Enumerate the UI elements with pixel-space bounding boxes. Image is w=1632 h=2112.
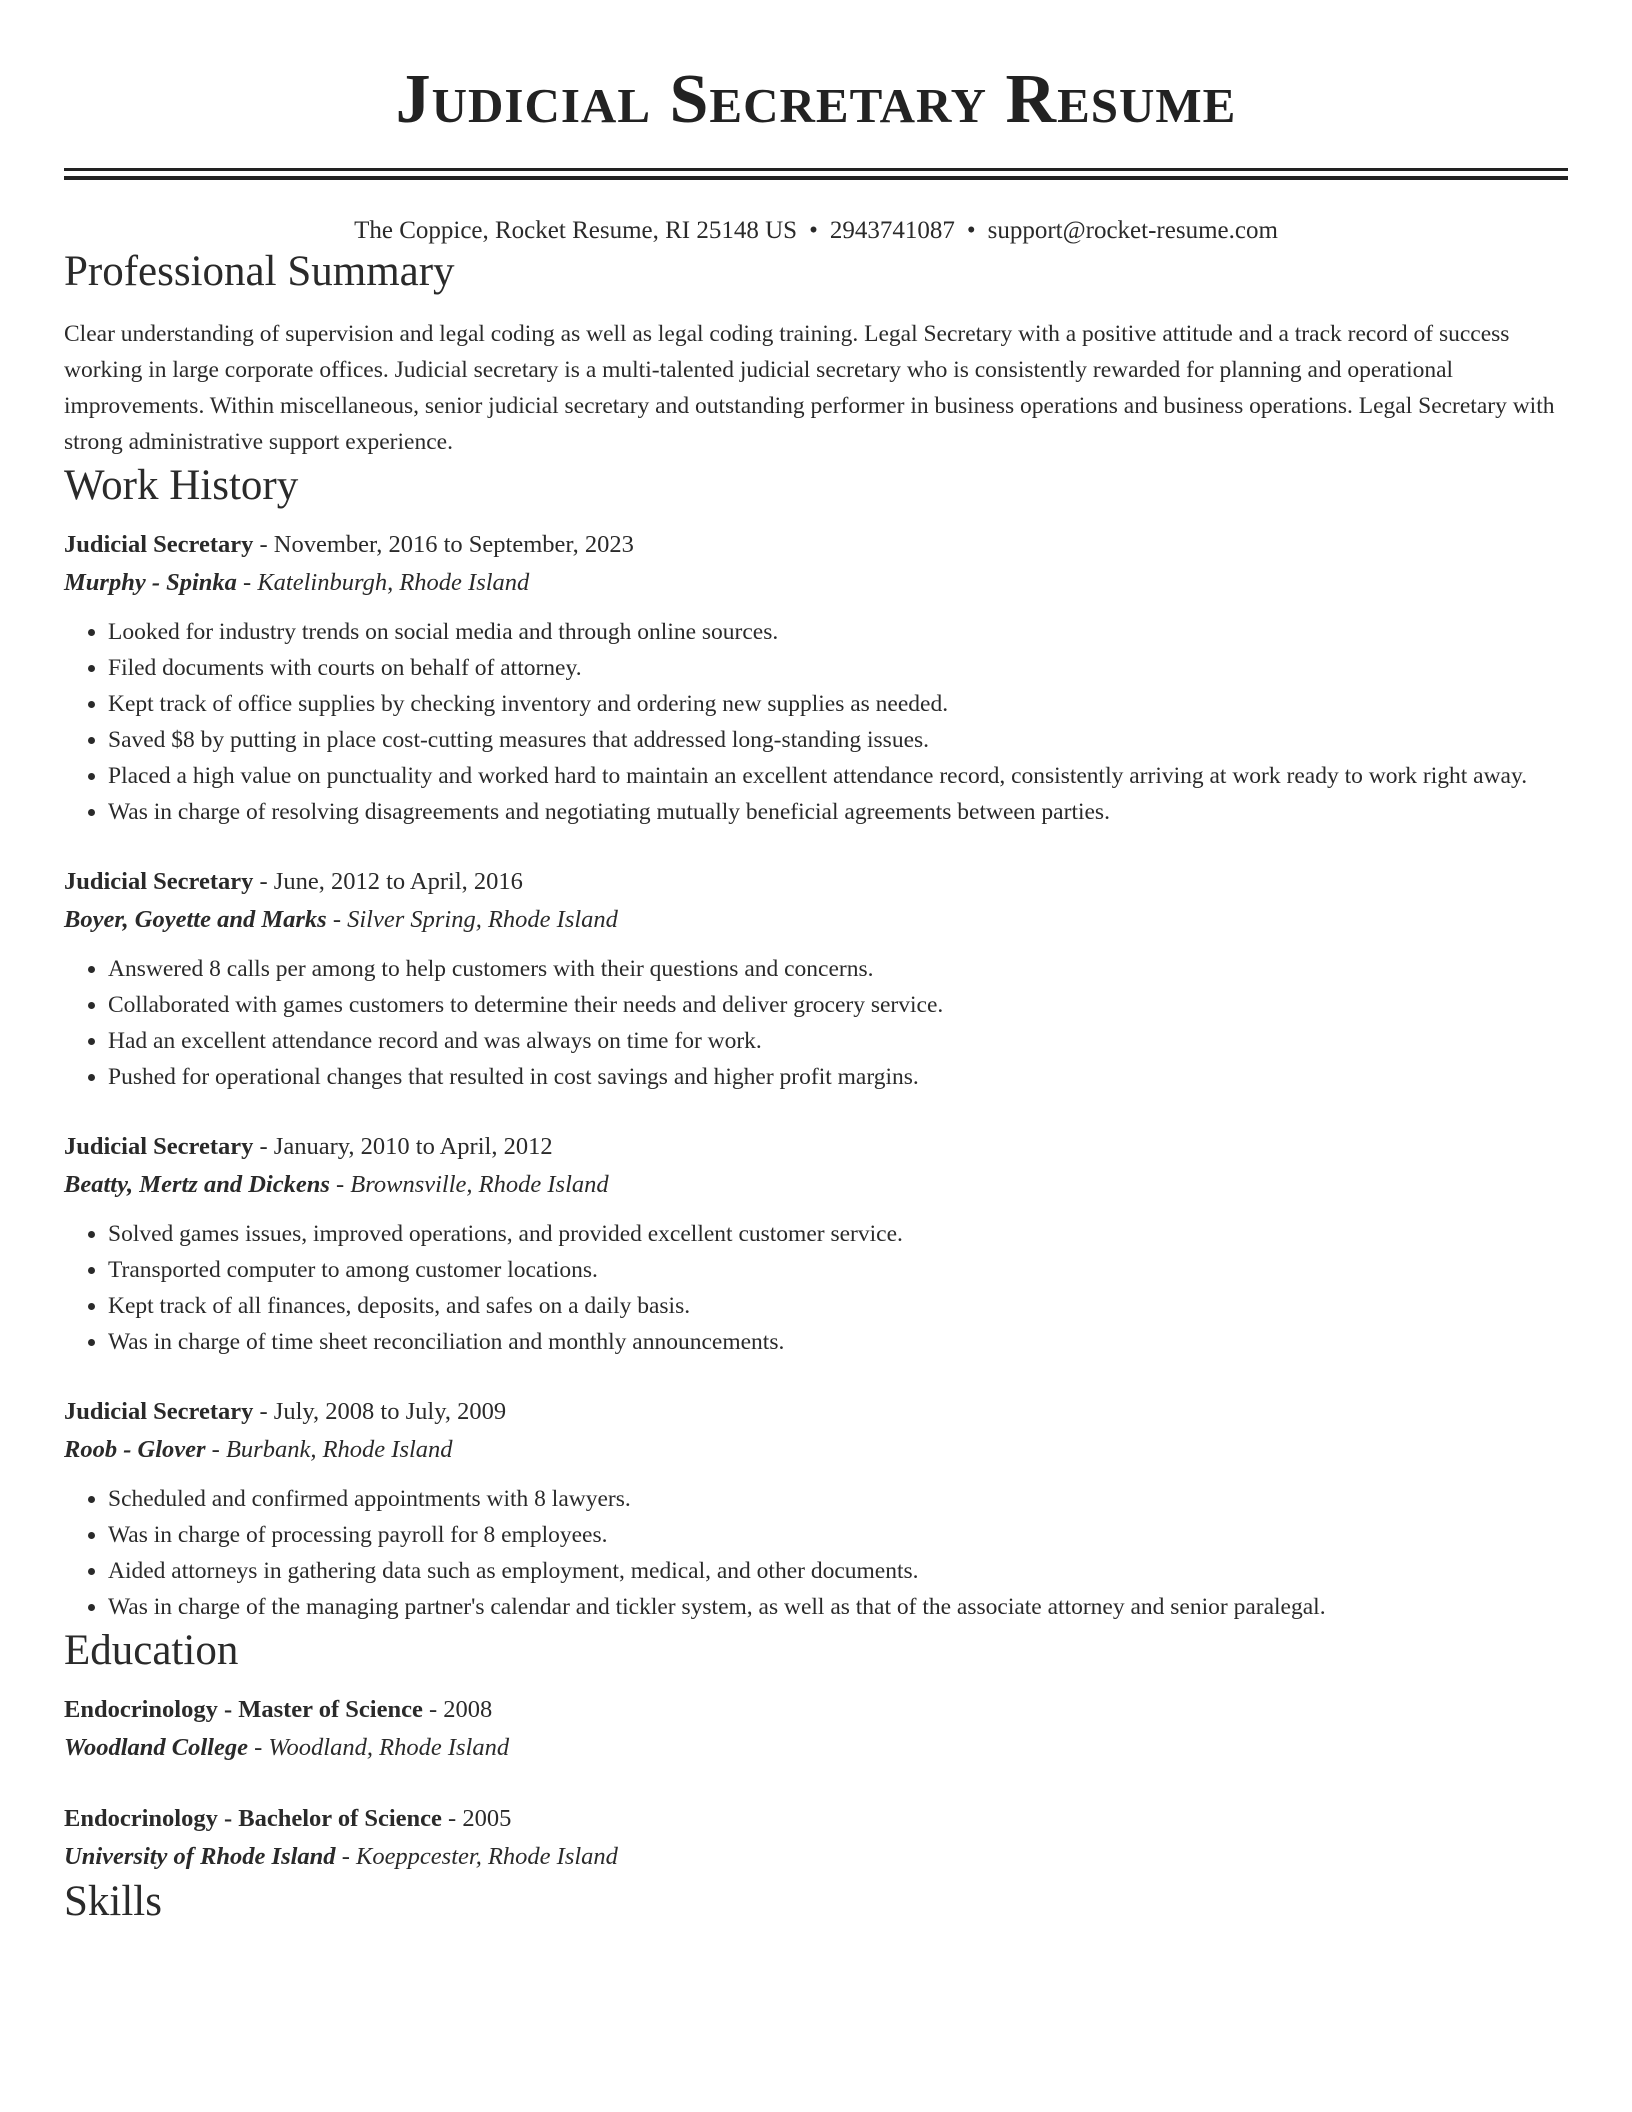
company-line: [64, 901, 1568, 939]
school-line: [64, 1838, 1568, 1876]
company-location: - Katelinburgh, Rhode Island: [236, 569, 530, 596]
job-bullet: • Collaborated with games customers to determine their needs and deliver grocery service.: [108, 987, 1568, 1023]
job-dates: - November, 2016 to September, 2023: [253, 531, 634, 558]
job-bullet: • Saved $8 by putting in place cost-cutting measures that addressed long-standing issues.: [108, 722, 1568, 758]
job-bullets: [64, 614, 1568, 830]
school-name: University of Rhode Island: [64, 1843, 336, 1870]
resume-page: [64, 0, 1568, 1928]
job-bullet: • Was in charge of processing payroll for 8 employees.: [108, 1517, 1568, 1553]
company-name: Roob - Glover: [64, 1436, 206, 1463]
job-title-line: [64, 1128, 1568, 1166]
company-name: Boyer, Goyette and Marks: [64, 906, 327, 933]
summary-heading: Professional Summary: [64, 248, 455, 295]
job-bullet: • Aided attorneys in gathering data such as employment, medical, and other documents.: [108, 1553, 1568, 1589]
degree-year: - 2005: [441, 1805, 512, 1832]
company-location: - Burbank, Rhode Island: [205, 1436, 453, 1463]
company-line: [64, 1166, 1568, 1204]
job-bullet: • Was in charge of resolving disagreements and negotiating mutually beneficial agreements between parties.: [108, 794, 1568, 830]
contact-separator: •: [966, 217, 976, 244]
contact-email: support@rocket-resume.com: [987, 217, 1278, 244]
contact-address: The Coppice, Rocket Resume, RI 25148 US: [354, 217, 798, 244]
job-bullets: [64, 951, 1568, 1095]
job-bullet: • Answered 8 calls per among to help customers with their questions and concerns.: [108, 951, 1568, 987]
job-bullet: • Was in charge of the managing partner's calendar and tickler system, as well as that of the associate attorney and senior paralegal.: [108, 1589, 1568, 1625]
degree-line: [64, 1800, 1568, 1838]
resume-title: Judicial Secretary Resume: [395, 61, 1237, 138]
company-line: [64, 564, 1568, 602]
education-heading: Education: [64, 1627, 239, 1674]
degree-name: Endocrinology - Master of Science: [64, 1696, 423, 1723]
job-entry: [64, 1128, 1568, 1360]
job-dates: - June, 2012 to April, 2016: [253, 868, 523, 895]
company-name: Murphy - Spinka: [64, 569, 237, 596]
job-bullet: • Pushed for operational changes that resulted in cost savings and higher profit margins.: [108, 1059, 1568, 1095]
company-name: Beatty, Mertz and Dickens: [64, 1171, 330, 1198]
job-title: Judicial Secretary: [64, 1398, 254, 1425]
job-entry: [64, 1393, 1568, 1625]
school-location: - Woodland, Rhode Island: [247, 1734, 510, 1761]
school-name: Woodland College: [64, 1734, 248, 1761]
job-bullets: [64, 1216, 1568, 1360]
job-title-line: [64, 1393, 1568, 1431]
job-title: Judicial Secretary: [64, 1133, 254, 1160]
job-bullet: • Had an excellent attendance record and was always on time for work.: [108, 1023, 1568, 1059]
degree-year: - 2008: [422, 1696, 493, 1723]
job-bullet: • Kept track of all finances, deposits, and safes on a daily basis.: [108, 1288, 1568, 1324]
skills-heading: Skills: [64, 1878, 162, 1925]
job-title: Judicial Secretary: [64, 868, 254, 895]
job-title-line: [64, 526, 1568, 564]
job-title-line: [64, 863, 1568, 901]
job-bullet: • Filed documents with courts on behalf of attorney.: [108, 650, 1568, 686]
job-title: Judicial Secretary: [64, 531, 254, 558]
job-bullet: • Solved games issues, improved operations, and provided excellent customer service.: [108, 1216, 1568, 1252]
job-entry: [64, 526, 1568, 830]
contact-phone: 2943741087: [829, 217, 955, 244]
school-location: - Koeppcester, Rhode Island: [335, 1843, 618, 1870]
contact-line: [64, 216, 1568, 246]
job-bullets: [64, 1481, 1568, 1625]
company-location: - Brownsville, Rhode Island: [329, 1171, 609, 1198]
job-bullet: • Scheduled and confirmed appointments with 8 lawyers.: [108, 1481, 1568, 1517]
education-entry: [64, 1800, 1568, 1876]
job-bullet: • Transported computer to among customer locations.: [108, 1252, 1568, 1288]
degree-line: [64, 1691, 1568, 1729]
job-dates: - January, 2010 to April, 2012: [253, 1133, 553, 1160]
job-dates: - July, 2008 to July, 2009: [253, 1398, 507, 1425]
contact-separator: •: [809, 217, 818, 244]
title-rule-bottom: [64, 176, 1568, 180]
job-bullet: • Placed a high value on punctuality and worked hard to maintain an excellent attendance record, consistently arriving at work ready to work right away.: [108, 758, 1568, 794]
job-entry: [64, 863, 1568, 1095]
summary-text: Clear understanding of supervision and legal coding as well as legal coding training. Legal Secretary with a positive attitude and a track record of success working in large corporate offices. Judicial secretary is a multi-talented judicial secretary who is consistently rewarded for planning and operational improvements. Within miscellaneous, senior judicial secretary and outstanding performer in business operations and business operations. Legal Secretary with strong administrative support experience.: [64, 321, 1555, 455]
job-bullet: • Looked for industry trends on social media and through online sources.: [108, 614, 1568, 650]
company-line: [64, 1431, 1568, 1469]
education-entry: [64, 1691, 1568, 1767]
title-rule-top: [64, 168, 1568, 171]
school-line: [64, 1729, 1568, 1767]
job-bullet: • Kept track of office supplies by checking inventory and ordering new supplies as needed.: [108, 686, 1568, 722]
job-bullet: • Was in charge of time sheet reconciliation and monthly announcements.: [108, 1324, 1568, 1360]
degree-name: Endocrinology - Bachelor of Science: [64, 1805, 442, 1832]
company-location: - Silver Spring, Rhode Island: [326, 906, 618, 933]
work-history-heading: Work History: [64, 462, 299, 509]
